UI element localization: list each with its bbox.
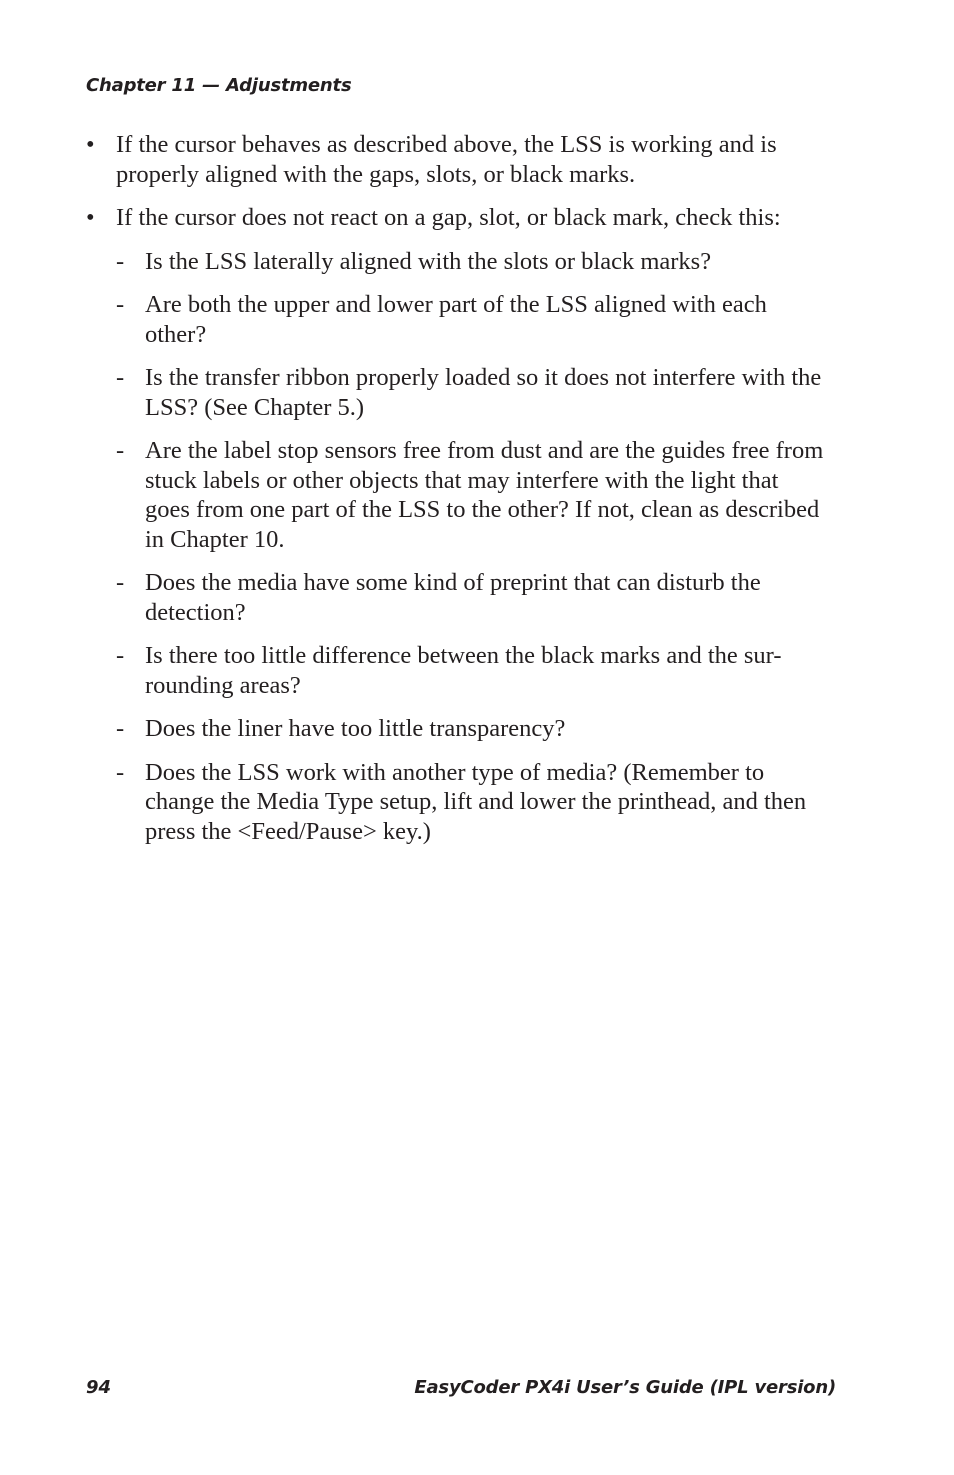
- check-text: Is the transfer ribbon properly loaded so it does not interfere with the LSS? (See Chapter 5.): [145, 364, 822, 421]
- dash-marker: -: [116, 291, 125, 318]
- dash-marker: -: [116, 569, 125, 596]
- bullet-marker: •: [86, 131, 95, 158]
- check-item: [116, 568, 826, 627]
- check-item: [116, 290, 826, 349]
- check-item: [116, 714, 826, 744]
- page-content: [86, 130, 826, 860]
- dash-marker: -: [116, 437, 125, 464]
- dash-marker: -: [116, 364, 125, 391]
- check-text: Is the LSS laterally aligned with the slots or black marks?: [145, 247, 712, 275]
- bullet-list: [86, 130, 826, 846]
- check-text: Are both the upper and lower part of the LSS aligned with each other?: [145, 291, 767, 348]
- check-item: [116, 758, 826, 847]
- dash-marker: -: [116, 758, 125, 786]
- check-item: [116, 436, 826, 554]
- guide-title: EasyCoder PX4i User’s Guide (IPL version): [414, 1377, 836, 1398]
- page-number: 94: [86, 1377, 112, 1398]
- check-item: [116, 247, 826, 277]
- check-item: [116, 641, 826, 700]
- bullet-item-check: [86, 203, 826, 846]
- dash-marker: -: [116, 642, 125, 669]
- check-text: Does the media have some kind of preprint that can disturb the detection?: [145, 569, 761, 626]
- chapter-header: Chapter 11 — Adjustments: [86, 75, 352, 96]
- check-text: Are the label stop sensors free from dust and are the guides free from stuck labels or other objects that may interfere with the light that goes from one part of the LSS to the other? If not, clean as described in Chapter 10.: [145, 437, 824, 553]
- bullet-marker: •: [86, 204, 95, 231]
- check-text: Does the LSS work with another type of media? (Remember to change the Media Type setup, lift and lower the printhead, and then press the <Feed/Pause> key.): [145, 758, 807, 845]
- check-list: [116, 247, 826, 847]
- bullet-text: If the cursor behaves as described above, the LSS is working and is properly aligned with the gaps, slots, or black marks.: [116, 131, 777, 188]
- bullet-item-aligned: [86, 130, 826, 189]
- dash-marker: -: [116, 247, 125, 275]
- dash-marker: -: [116, 715, 125, 742]
- bullet-text: If the cursor does not react on a gap, slot, or black mark, check this:: [116, 204, 781, 231]
- check-text: Is there too little difference between the black marks and the sur-rounding areas?: [145, 642, 782, 699]
- check-item: [116, 363, 826, 422]
- check-text: Does the liner have too little transparency?: [145, 715, 566, 742]
